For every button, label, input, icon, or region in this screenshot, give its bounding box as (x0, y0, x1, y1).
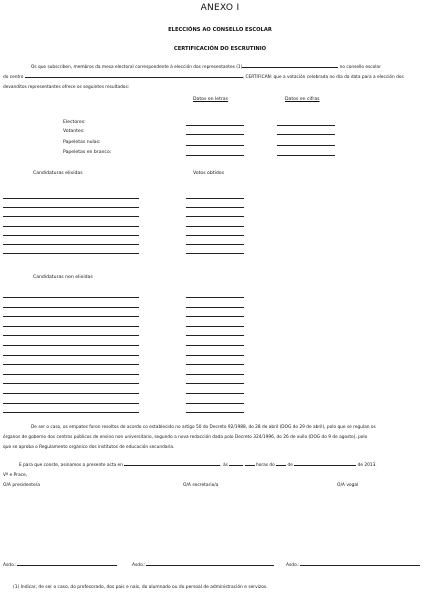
intro-line-1 (31, 63, 381, 73)
document-title: ELECCIÓNS AO CONSELLO ESCOLAR (168, 27, 272, 33)
month-blank[interactable] (294, 465, 356, 466)
elected-candidate-votes-field[interactable] (186, 253, 244, 254)
annex-title: ANEXO I (200, 3, 240, 13)
non-elected-candidate-name-field[interactable] (3, 374, 139, 375)
voters-figures-field[interactable] (277, 134, 335, 135)
non-elected-candidate-votes-field[interactable] (186, 316, 244, 317)
hour-blank[interactable] (229, 465, 243, 466)
non-elected-candidate-votes-field[interactable] (186, 297, 244, 298)
school-name-blank[interactable] (25, 77, 243, 78)
closing-text-a: E para que conste, asinamos a presente acta en (19, 463, 123, 468)
elected-candidate-votes-field[interactable] (186, 226, 244, 227)
tiebreak-line-3: que se aproba o Regulamento orgánico dos institutos de educación secundaria. (3, 445, 175, 450)
non-elected-candidate-votes-field[interactable] (186, 403, 244, 404)
member-signature-field[interactable] (300, 565, 420, 566)
president-signed-label: Asdo.: (3, 563, 17, 568)
null-ballots-label: Papeletas nulas: (63, 140, 101, 145)
member-signature (286, 563, 420, 568)
intro-text-2a: do centro (3, 75, 24, 80)
non-elected-candidate-votes-field[interactable] (186, 335, 244, 336)
non-elected-candidate-votes-field[interactable] (186, 393, 244, 394)
electors-label: Electores: (63, 120, 86, 125)
secretary-signature (132, 563, 274, 568)
null-letters-field[interactable] (186, 145, 244, 146)
closing-text-e: de 2013. (357, 463, 377, 468)
member-label: O/A vogal (337, 483, 359, 488)
president-signature-field[interactable] (17, 565, 117, 566)
approval-label: Vº e Prace, (3, 473, 28, 478)
elected-candidate-name-field[interactable] (3, 235, 139, 236)
president-signature (3, 563, 117, 568)
non-elected-candidate-votes-field[interactable] (186, 345, 244, 346)
non-elected-candidate-name-field[interactable] (3, 316, 139, 317)
secretary-label: O/A secretario/a (183, 483, 219, 488)
elected-candidate-votes-field[interactable] (186, 244, 244, 245)
minute-blank[interactable] (245, 465, 255, 466)
non-elected-candidates-label: Candidaturas non elixidas (33, 275, 93, 280)
document-subtitle: CERTIFICACIÓN DO ESCRUTINIO (173, 46, 267, 52)
intro-text-1b: no consello escolar (339, 65, 381, 70)
non-elected-candidate-name-field[interactable] (3, 355, 139, 356)
place-blank[interactable] (124, 465, 220, 466)
elected-candidate-name-field[interactable] (3, 216, 139, 217)
non-elected-candidate-name-field[interactable] (3, 403, 139, 404)
intro-text-1a: Os que subscriben, membros da mesa electoral correspondente á elección dos representantes (1) (31, 65, 243, 70)
secretary-signature-field[interactable] (146, 565, 274, 566)
elected-candidate-votes-field[interactable] (186, 235, 244, 236)
blank-ballots-label: Papeletas en branco: (63, 150, 112, 155)
footnote: (1) Indicar, de ser o caso, do profesorado, dos pais e nais, do alumnado ou do persoal de administración e servizos. (13, 585, 268, 590)
non-elected-candidate-name-field[interactable] (3, 412, 139, 413)
elected-candidate-name-field[interactable] (3, 198, 139, 199)
elected-candidates-label: Candidaturas elixidas (33, 171, 83, 176)
column-figures-header: Datos en cifras (285, 97, 320, 102)
column-letters-header: Datos en letras (193, 97, 229, 102)
representatives-blank[interactable] (242, 67, 338, 68)
closing-text-c: horas do (256, 463, 275, 468)
electors-figures-field[interactable] (277, 125, 335, 126)
non-elected-candidate-votes-field[interactable] (186, 326, 244, 327)
elected-candidate-votes-field[interactable] (186, 198, 244, 199)
intro-line-2 (3, 73, 404, 83)
non-elected-candidate-votes-field[interactable] (186, 383, 244, 384)
elected-candidate-name-field[interactable] (3, 207, 139, 208)
closing-line: E para que conste, asinamos a presente acta en , ás . horas do de de 2013. (19, 463, 377, 468)
non-elected-candidate-votes-field[interactable] (186, 355, 244, 356)
elected-candidate-votes-field[interactable] (186, 207, 244, 208)
non-elected-candidate-name-field[interactable] (3, 364, 139, 365)
tiebreak-line-1: De ser o caso, os empates foron resoltos de acordo co establecido no artigo 50 do Decreto 92/1988, do 28 de abril (DOG do 29 de abril), polo que se regulan os (31, 425, 376, 430)
non-elected-candidate-votes-field[interactable] (186, 412, 244, 413)
votes-obtained-label: Votos obtidos (193, 171, 224, 176)
non-elected-candidate-name-field[interactable] (3, 393, 139, 394)
secretary-signed-label: Asdo.: (132, 563, 146, 568)
non-elected-candidate-name-field[interactable] (3, 307, 139, 308)
non-elected-candidate-name-field[interactable] (3, 335, 139, 336)
member-signed-label: Asdo.: (286, 563, 300, 568)
intro-text-2b: , CERTIFICAN: que a votación celebrada no día da data para a elección dos (242, 75, 404, 80)
day-blank[interactable] (276, 465, 286, 466)
non-elected-candidate-votes-field[interactable] (186, 374, 244, 375)
tiebreak-line-2: órganos de goberno dos centros públicos de ensino non universitario, segundo a nova redacción dada polo Decreto 324/1996, do 26 de xullo (DOG do 9 de agosto), polo (3, 435, 368, 440)
closing-text-d: de (287, 463, 293, 468)
elected-candidate-name-field[interactable] (3, 226, 139, 227)
non-elected-candidate-votes-field[interactable] (186, 364, 244, 365)
closing-text-b: , ás (220, 463, 228, 468)
voters-label: Votantes: (63, 129, 85, 134)
non-elected-candidate-name-field[interactable] (3, 326, 139, 327)
blank-letters-field[interactable] (186, 155, 244, 156)
non-elected-candidate-votes-field[interactable] (186, 307, 244, 308)
elected-candidate-name-field[interactable] (3, 244, 139, 245)
president-label: O/A presidente/a (3, 483, 40, 488)
non-elected-candidate-name-field[interactable] (3, 383, 139, 384)
non-elected-candidate-name-field[interactable] (3, 297, 139, 298)
electors-letters-field[interactable] (186, 125, 244, 126)
elected-candidate-name-field[interactable] (3, 253, 139, 254)
elected-candidate-votes-field[interactable] (186, 216, 244, 217)
intro-line-3: devanditos representantes ofrece os seguintes resultados: (3, 85, 130, 90)
null-figures-field[interactable] (277, 145, 335, 146)
voters-letters-field[interactable] (186, 134, 244, 135)
blank-figures-field[interactable] (277, 155, 335, 156)
non-elected-candidate-name-field[interactable] (3, 345, 139, 346)
